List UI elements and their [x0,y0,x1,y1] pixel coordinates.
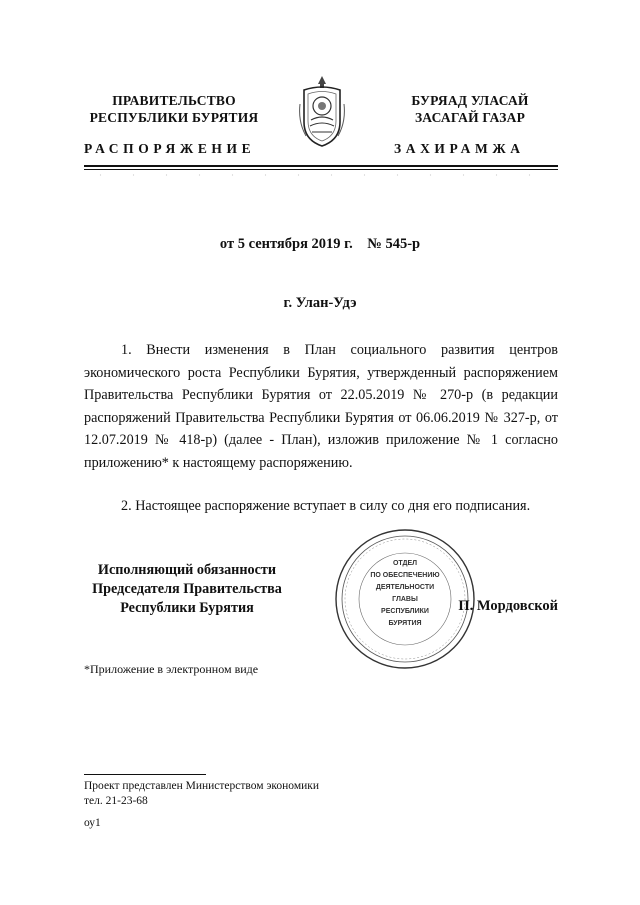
footer-code: оу1 [84,817,101,829]
header-left-line1: ПРАВИТЕЛЬСТВО [112,93,236,108]
signatory-name: П. Мордовской [458,598,558,614]
doc-type-left: РАСПОРЯЖЕНИЕ [84,141,256,156]
stamp-line: ГЛАВЫ [392,596,418,603]
signatory-position-line1: Исполняющий обязанности [97,562,277,578]
header-dotted-line [84,173,558,177]
header-right-block [382,92,558,126]
footer-phone: тел. 21-23-68 [84,795,148,807]
signatory-position-line2: Председателя Правительства [92,581,282,597]
stamp-line: РЕСПУБЛИКИ [381,608,429,615]
footer [84,779,319,831]
header-rule-thick [84,165,558,167]
signatory-position-line3: Республики Бурятия [120,600,254,616]
header-right-line1: БУРЯАД УЛАСАЙ [411,93,529,108]
footnote: *Приложение в электронном виде [84,662,259,676]
header-rule-thin [84,169,558,170]
paragraph-1 [84,339,558,474]
header-left-block [84,92,264,126]
paragraph-2-text: 2. Настоящее распоряжение вступает в силу со дня его подписания. [121,498,531,514]
stamp-line: ОТДЕЛ [392,560,418,567]
stamp-line: БУРЯТИЯ [388,620,422,627]
footer-rule [84,774,206,775]
header-left-line2: РЕСПУБЛИКИ БУРЯТИЯ [89,110,259,125]
city: г. Улан-Удэ [283,295,357,311]
footer-prepared-by: Проект представлен Министерством экономики [84,780,320,792]
stamp-line: ПО ОБЕСПЕЧЕНИЮ [370,572,440,579]
coat-of-arms-emblem-icon [296,70,348,150]
stamp-line: ДЕЯТЕЛЬНОСТИ [375,584,435,591]
signatory-position [84,561,290,618]
stamp-text [360,558,450,630]
doc-type-right: ЗАХИРАМЖА [394,141,525,156]
header-right-line2: ЗАСАГАЙ ГАЗАР [414,110,526,125]
date-and-number: от 5 сентября 2019 г. № 545-р [219,236,421,252]
paragraph-1-text: 1. Внести изменения в План социального развития центров экономического роста Республики Бурятия, утвержденный распоряжением Правительства Республики Бурятия от 22.05.2019 № 270-р (в редакции распоряжений Правительства Республики Бурятия от 06.06.2019 № 327-р, от 12.07.2019 № 418-р) (далее - План), изложив приложение № 1 согласно приложению* к настоящему распоряжению. [84,342,558,471]
paragraph-2 [84,495,558,518]
